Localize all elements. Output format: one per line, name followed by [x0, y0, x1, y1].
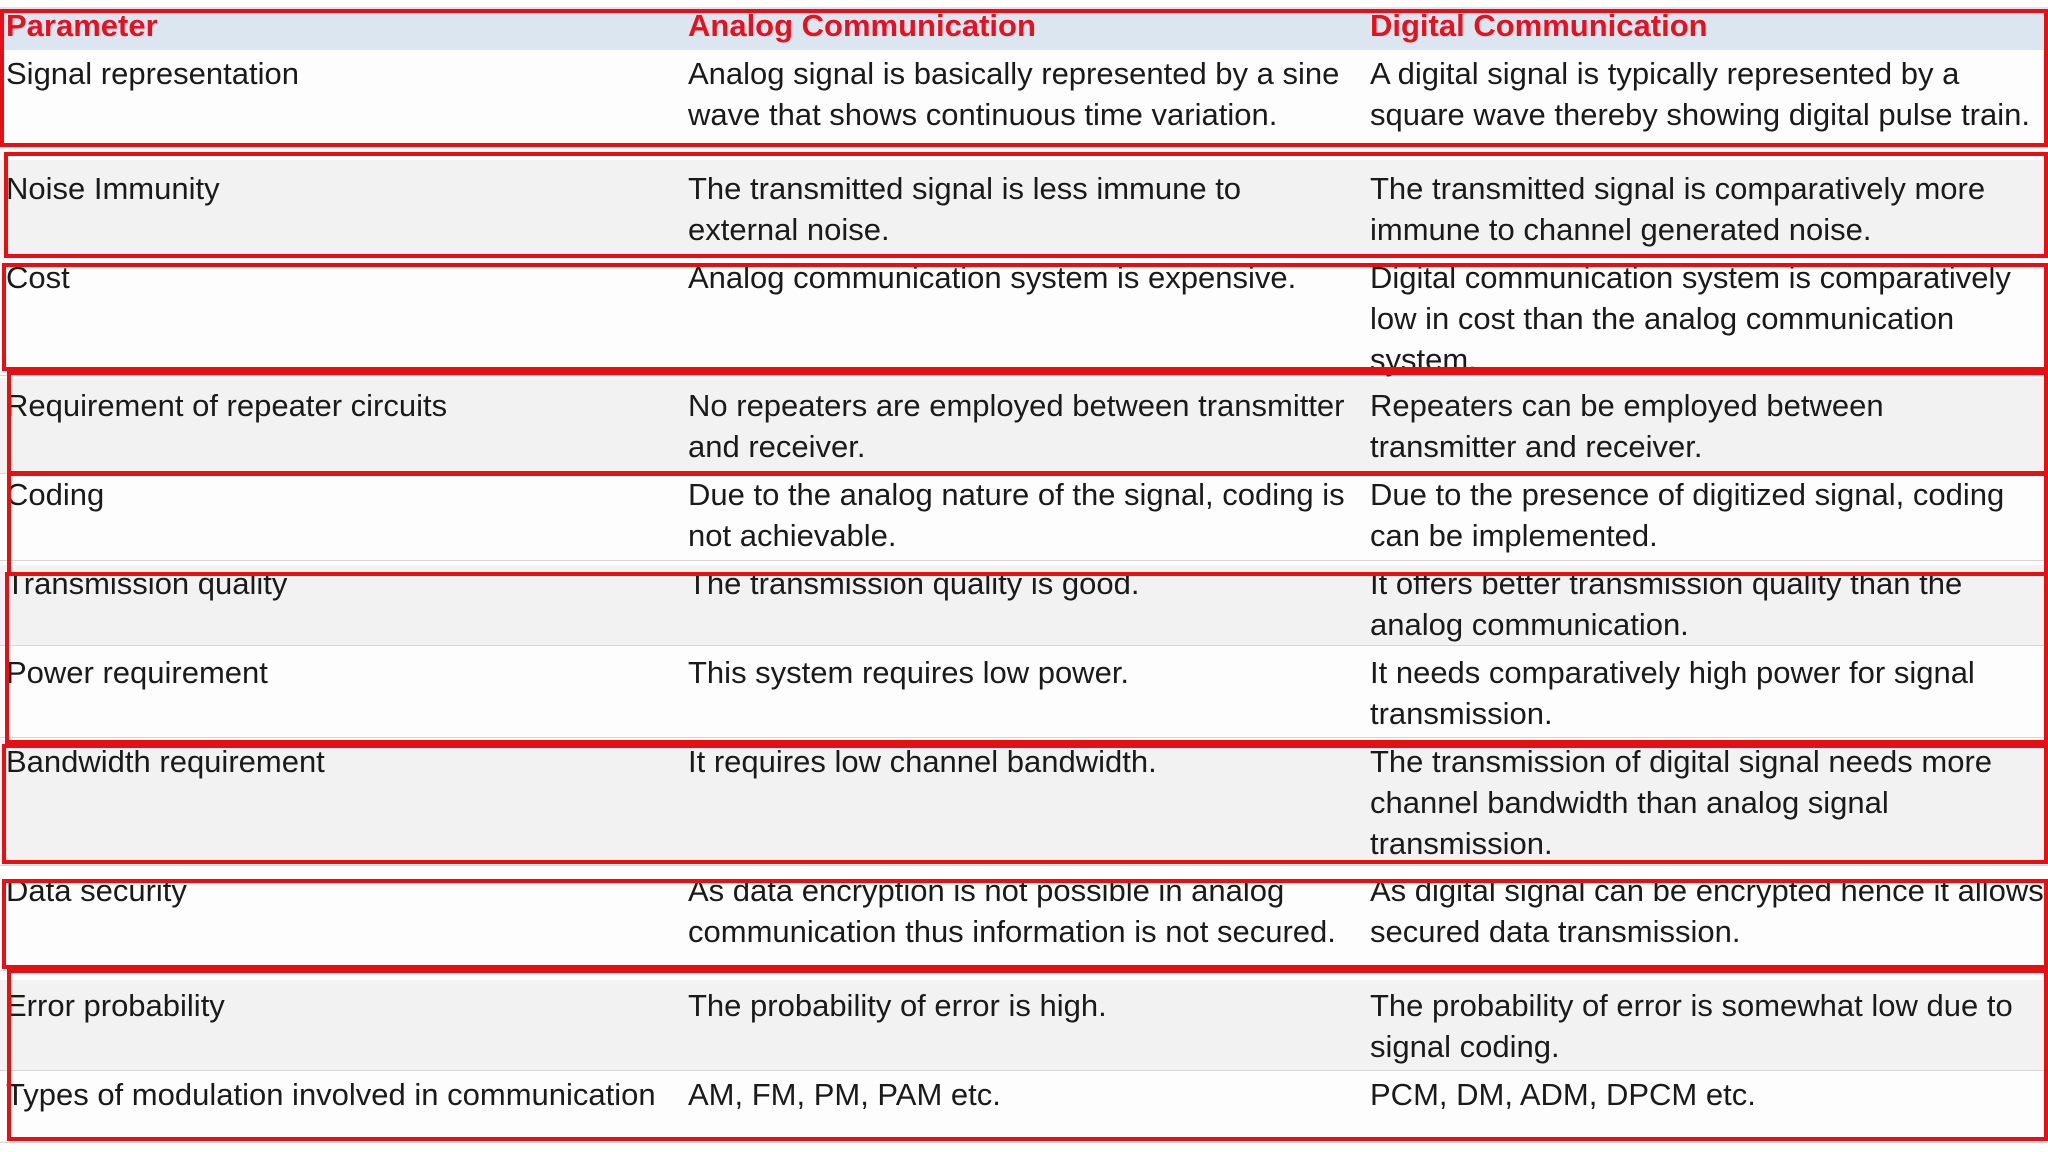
analog-cell: The transmitted signal is less immune to external noise.	[688, 171, 1242, 247]
analog-cell: The transmission quality is good.	[688, 566, 1140, 601]
column-header-digital: Digital Communication	[1370, 8, 1708, 43]
column-header-parameter: Parameter	[6, 8, 158, 43]
parameter-cell: Power requirement	[6, 655, 268, 690]
analog-cell: The probability of error is high.	[688, 988, 1107, 1023]
parameter-cell: Signal representation	[6, 56, 299, 91]
digital-cell: A digital signal is typically represented by a square wave thereby showing digital pulse train.	[1370, 56, 2030, 132]
digital-cell: Repeaters can be employed between transmitter and receiver.	[1370, 388, 1884, 464]
analog-cell: This system requires low power.	[688, 655, 1130, 690]
analog-cell: Analog signal is basically represented by a sine wave that shows continuous time variation.	[688, 56, 1340, 132]
parameter-cell: Noise Immunity	[6, 171, 220, 206]
digital-cell: As digital signal can be encrypted hence it allows secured data transmission.	[1370, 873, 2044, 949]
digital-cell: Digital communication system is comparatively low in cost than the analog communication system.	[1370, 260, 2011, 377]
analog-cell: No repeaters are employed between transmitter and receiver.	[688, 388, 1345, 464]
digital-cell: It offers better transmission quality than the analog communication.	[1370, 566, 1963, 642]
parameter-cell: Types of modulation involved in communication	[6, 1077, 656, 1112]
parameter-cell: Error probability	[6, 988, 225, 1023]
column-header-analog: Analog Communication	[688, 8, 1036, 43]
digital-cell: Due to the presence of digitized signal, coding can be implemented.	[1370, 477, 2005, 553]
digital-cell: The transmission of digital signal needs more channel bandwidth than analog signal transmission.	[1370, 744, 1993, 861]
digital-cell: The transmitted signal is comparatively more immune to channel generated noise.	[1370, 171, 1986, 247]
digital-cell: PCM, DM, ADM, DPCM etc.	[1370, 1077, 1756, 1112]
parameter-cell: Requirement of repeater circuits	[6, 388, 448, 423]
parameter-cell: Cost	[6, 260, 70, 295]
parameter-cell: Transmission quality	[6, 566, 288, 601]
analog-cell: Due to the analog nature of the signal, coding is not achievable.	[688, 477, 1345, 553]
analog-cell: It requires low channel bandwidth.	[688, 744, 1157, 779]
analog-cell: AM, FM, PM, PAM etc.	[688, 1077, 1001, 1112]
analog-cell: Analog communication system is expensive.	[688, 260, 1297, 295]
parameter-cell: Coding	[6, 477, 105, 512]
parameter-cell: Bandwidth requirement	[6, 744, 325, 779]
parameter-cell: Data security	[6, 873, 187, 908]
analog-cell: As data encryption is not possible in analog communication thus information is not secured.	[688, 873, 1336, 949]
digital-cell: It needs comparatively high power for signal transmission.	[1370, 655, 1975, 731]
digital-cell: The probability of error is somewhat low due to signal coding.	[1370, 988, 2013, 1064]
